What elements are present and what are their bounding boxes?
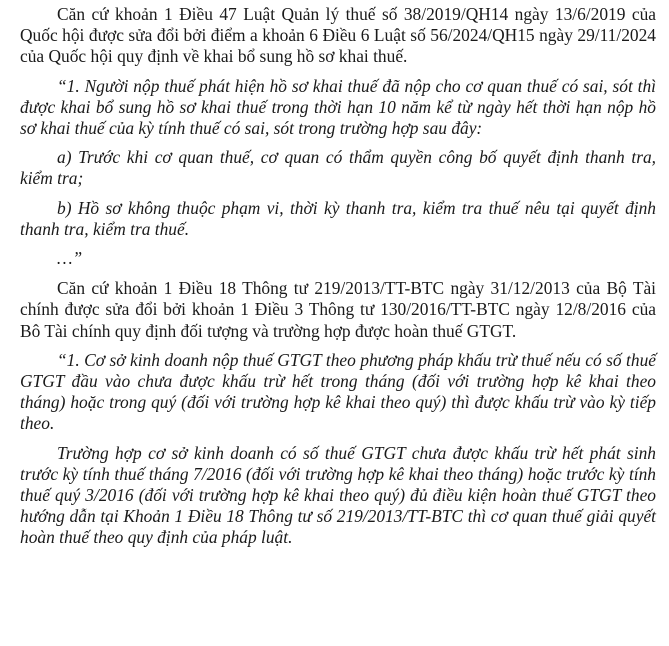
paragraph-quote-point-a: a) Trước khi cơ quan thuế, cơ quan có thẩm quyền công bố quyết định thanh tra, kiểm tra; [20,147,656,189]
paragraph-legal-basis-tax-law: Căn cứ khoản 1 Điều 47 Luật Quản lý thuế số 38/2019/QH14 ngày 13/6/2019 của Quốc hội được sửa đổi bởi điểm a khoản 6 Điều 6 Luật số 56/2024/QH15 ngày 29/11/2024 của Quốc hội quy định về khai bổ sung hồ sơ khai thuế. [20,4,656,67]
paragraph-legal-basis-circular: Căn cứ khoản 1 Điều 18 Thông tư 219/2013/TT-BTC ngày 31/12/2013 của Bộ Tài chính được sửa đổi bởi khoản 1 Điều 3 Thông tư 130/2016/TT-BTC ngày 12/8/2016 của Bô Tài chính quy định đối tượng và trường hợp được hoàn thuế GTGT. [20,278,656,341]
paragraph-quote-clause-1: “1. Người nộp thuế phát hiện hồ sơ khai thuế đã nộp cho cơ quan thuế có sai, sót thì được khai bổ sung hồ sơ khai thuế trong thời hạn 10 năm kể từ ngày hết thời hạn nộp hồ sơ khai thuế của kỳ tính thuế có sai, sót trong trường hợp sau đây: [20,75,656,139]
paragraph-quote-point-b: b) Hồ sơ không thuộc phạm vi, thời kỳ thanh tra, kiểm tra thuế nêu tại quyết định thanh tra, kiểm tra thuế. [20,197,656,239]
paragraph-quote-vat-clause-1: “1. Cơ sở kinh doanh nộp thuế GTGT theo phương pháp khấu trừ thuế nếu có số thuế GTGT đầu vào chưa được khấu trừ hết trong tháng (đối với trường hợp kê khai theo tháng) hoặc trong quý (đối với trường hợp kê khai theo quý) thì được khấu trừ vào kỳ tiếp theo. [20,349,656,434]
paragraph-quote-vat-case: Trường hợp cơ sở kinh doanh có số thuế GTGT chưa được khấu trừ hết phát sinh trước kỳ tính thuế tháng 7/2016 (đối với trường hợp kê khai theo tháng) hoặc trước kỳ tính thuế quý 3/2016 (đối với trường hợp kê khai theo quý) đủ điều kiện hoàn thuế GTGT theo hướng dẫn tại Khoản 1 Điều 18 Thông tư số 219/2013/TT-BTC thì cơ quan thuế giải quyết hoàn thuế theo quy định của pháp luật. [20,442,656,548]
paragraph-quote-ellipsis: …” [57,248,83,269]
